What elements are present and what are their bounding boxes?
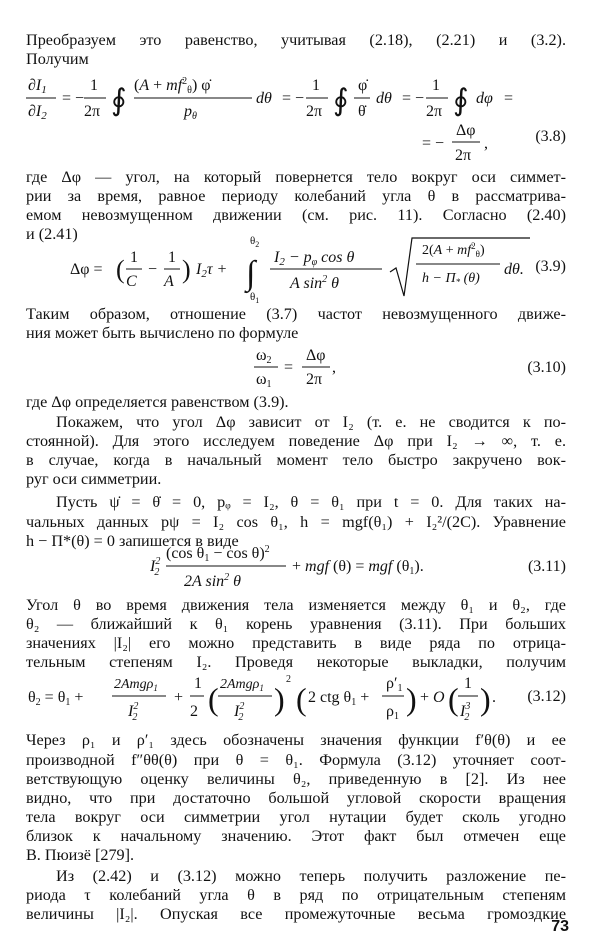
svg-text:= −: = − bbox=[282, 90, 305, 107]
equation-number: (3.10) bbox=[527, 359, 566, 376]
text-line: видно, что при достаточно большой угловой скорости вращения bbox=[26, 789, 566, 807]
text-line: стоянной). Для этого исследуем поведение Δφ при I₂ → ∞, т. е. bbox=[26, 432, 566, 450]
equation-3-10 bbox=[250, 344, 370, 392]
svg-text:θ̇: θ̇ bbox=[358, 103, 366, 120]
svg-text:C: C bbox=[126, 273, 137, 290]
text-line: в случае, когда в начальный момент тело быстро закручено вок- bbox=[26, 451, 566, 469]
text-line: величины |I₂|. Опуская все промежуточные весьма громоздкие bbox=[26, 905, 566, 923]
text-line: Получим bbox=[26, 50, 89, 68]
svg-text:2A sin2 θ: 2A $\sin^2 \theta$ bbox=[184, 572, 242, 590]
equation-number: (3.8) bbox=[535, 128, 566, 145]
text-line: ния может быть вычислено по формуле bbox=[26, 324, 299, 342]
svg-text:,: , bbox=[332, 359, 336, 376]
svg-text:1: 1 bbox=[168, 249, 176, 266]
svg-text:I22: $I^2$ 2 bbox=[128, 701, 139, 723]
svg-text:2Amgρ1: 2Amgρ$_1$ bbox=[114, 677, 158, 693]
svg-text:∮: ∮ bbox=[333, 84, 349, 117]
svg-text:= −: = − bbox=[402, 90, 425, 107]
text-line: Покажем, что угол Δφ зависит от I₂ (т. е. не сводится к по- bbox=[56, 413, 566, 431]
svg-text:2π: 2π bbox=[306, 371, 323, 388]
svg-text:I22: $I^2$ 2 bbox=[234, 701, 245, 723]
svg-text:dφ: dφ bbox=[476, 90, 493, 107]
svg-text:∮: ∮ bbox=[111, 84, 127, 117]
svg-text:∮: ∮ bbox=[453, 84, 469, 117]
text-line: Через ρ₁ и ρ′₁ здесь обозначены значения функции f′θ(θ) и ее bbox=[26, 731, 566, 749]
svg-text:φ̇: φ̇ bbox=[358, 77, 368, 94]
equation-number: (3.9) bbox=[535, 258, 566, 275]
svg-text:(A + mf2θ) φ̇: $(A + mf^2_\theta)$ φ̇ bbox=[134, 76, 211, 96]
svg-text:dθ: dθ bbox=[376, 90, 392, 107]
svg-text:ω2: ω2 bbox=[256, 347, 272, 366]
text-line: В. Пюизё [279]. bbox=[26, 846, 135, 864]
svg-text:∂I1: ∂I1 bbox=[28, 77, 47, 96]
svg-text:2: 2 bbox=[286, 674, 291, 685]
svg-text:=: = bbox=[504, 90, 514, 107]
text-line: руг оси симметрии. bbox=[26, 470, 162, 488]
svg-text:1: 1 bbox=[90, 77, 98, 94]
svg-text:=: = bbox=[284, 359, 294, 376]
svg-text:θ2: $\theta_2$ bbox=[250, 235, 260, 249]
text-line: где Δφ определяется равенством (3.9). bbox=[26, 393, 289, 411]
text-line: Преобразуем это равенство, учитывая (2.18), (2.21) и (3.2). bbox=[26, 31, 566, 49]
svg-text:= −: = − bbox=[422, 135, 445, 152]
text-line: θ₂ — ближайший к θ₁ корень уравнения (3.11). При больших bbox=[26, 615, 566, 633]
equation-3-12 bbox=[24, 668, 524, 728]
svg-text:2π: 2π bbox=[84, 103, 101, 120]
svg-text:+ mgf (θ) = mgf (θ1).: + mgf (θ) = mgf (θ1). bbox=[292, 558, 424, 577]
svg-text:I2 − pφ cos θ: I2 − pφ cos θ bbox=[274, 249, 355, 268]
svg-text:,: , bbox=[484, 135, 488, 152]
equation-number: (3.12) bbox=[527, 688, 566, 705]
text-line: Пусть ψ̇ = θ̇ = 0, pᵩ = I₂, θ = θ₁ при t = 0. Для таких на- bbox=[56, 493, 566, 511]
equation-3-9 bbox=[60, 232, 540, 304]
equation-3-11 bbox=[150, 540, 490, 594]
svg-text:I32: $I^3$ 2 bbox=[460, 701, 471, 723]
text-line: и (2.41) bbox=[26, 225, 78, 243]
svg-text:Δφ: Δφ bbox=[456, 122, 476, 139]
svg-text:Δφ =: Δφ = bbox=[70, 261, 103, 278]
svg-text:h − Π* (θ): $h - \Pi_*$ (θ) bbox=[422, 271, 480, 287]
svg-text:): ) bbox=[182, 255, 191, 284]
svg-text:1: 1 bbox=[432, 77, 440, 94]
svg-text:): ) bbox=[480, 681, 491, 717]
svg-text:2π: 2π bbox=[455, 147, 472, 162]
svg-text:A: A bbox=[164, 273, 174, 290]
text-line: близок к начальному значению. Этот факт был отмечен еще bbox=[26, 827, 566, 845]
text-line: где Δφ — угол, на который повернется тело вокруг оси симмет- bbox=[26, 168, 566, 186]
svg-text:dθ: dθ bbox=[256, 90, 272, 107]
svg-text:): ) bbox=[406, 681, 417, 717]
svg-text:): ) bbox=[274, 681, 285, 717]
svg-text:1: 1 bbox=[130, 249, 138, 266]
svg-text:.: . bbox=[492, 689, 496, 706]
svg-text:∫: ∫ bbox=[246, 255, 256, 292]
svg-text:A sin2 θ: A $\sin^2 \theta$ bbox=[290, 274, 340, 292]
svg-text:= −: = − bbox=[62, 90, 85, 107]
text-line: емом невозмущенном движении (см. рис. 11). Согласно (2.40) bbox=[26, 206, 566, 224]
svg-text:(: ( bbox=[296, 681, 307, 717]
page-number: 73 bbox=[551, 918, 569, 935]
svg-text:(: ( bbox=[208, 681, 219, 717]
text-line: h − Π*(θ) = 0 запишется в виде bbox=[26, 532, 239, 550]
svg-text:2 ctg θ1 +: 2 ctg θ1 + bbox=[308, 689, 370, 708]
svg-text:Δφ: Δφ bbox=[306, 347, 326, 364]
svg-text:I22: $I^2$ 2 bbox=[150, 556, 161, 578]
svg-text:ω1: ω1 bbox=[256, 371, 272, 390]
svg-text:+: + bbox=[174, 689, 184, 706]
svg-text:2: 2 bbox=[190, 703, 198, 720]
svg-text:ρ1: ρ1 bbox=[386, 703, 399, 722]
svg-text:2Amgρ1: 2Amgρ$_1$ bbox=[220, 677, 264, 693]
svg-text:dθ.: dθ. bbox=[504, 261, 524, 278]
svg-text:I2τ +: I2τ + bbox=[196, 261, 228, 280]
text-line: Угол θ во время движения тела изменяется между θ₁ и θ₂, где bbox=[26, 596, 566, 614]
svg-text:∂I2: ∂I2 bbox=[28, 103, 47, 122]
text-line: значениях |I₂| его можно представить в виде ряда по отрица- bbox=[26, 634, 566, 652]
text-line: ветствующую оценку величины θ₂, приведенную в [2]. Из нее bbox=[26, 770, 566, 788]
equation-3-8 bbox=[24, 70, 569, 162]
svg-text:1: 1 bbox=[194, 675, 202, 692]
text-line: риода τ колебаний угла θ в ряд по отрицательным степеням bbox=[26, 886, 566, 904]
svg-text:ρ′1: ρ′1 bbox=[386, 675, 403, 694]
equation-number: (3.11) bbox=[527, 558, 566, 575]
svg-text:+ O: + O bbox=[420, 689, 445, 706]
svg-text:1: 1 bbox=[312, 77, 320, 94]
text-line: чальных данных pψ = I₂ cos θ₁, h = mgf(θ₁) + I₂²/(2C). Уравнение bbox=[26, 513, 566, 531]
text-line: Таким образом, отношение (3.7) частот невозмущенного движе- bbox=[26, 305, 566, 323]
text-line: тельным степеням I₂. Проведя некоторые выкладки, получим bbox=[26, 653, 566, 671]
svg-text:(: ( bbox=[448, 681, 459, 717]
svg-text:2(A + mf2θ): $2(A + mf^2_\theta)$ bbox=[422, 241, 485, 259]
svg-text:−: − bbox=[148, 261, 158, 278]
svg-text:(: ( bbox=[116, 255, 125, 284]
svg-text:(cos θ1 − cos θ)2: (cos θ1 − cos θ)$^2$ bbox=[166, 544, 270, 564]
svg-text:2π: 2π bbox=[306, 103, 323, 120]
text-line: тела вокруг оси симметрии угол нутации будет сколь угодно bbox=[26, 808, 566, 826]
text-line: производной f″θθ(θ) при θ = θ₁. Формула (3.12) уточняет соот- bbox=[26, 751, 566, 769]
svg-text:2π: 2π bbox=[426, 103, 443, 120]
text-line: Из (2.42) и (3.12) можно теперь получить разложение пе- bbox=[56, 867, 566, 885]
svg-text:pθ: pθ bbox=[184, 103, 197, 122]
svg-text:θ1: $\theta_1$ bbox=[250, 291, 260, 304]
svg-text:θ2 = θ1 +: θ2 = θ1 + bbox=[28, 689, 84, 708]
text-line: рии за время, равное периоду колебаний угла θ в рассматрива- bbox=[26, 187, 566, 205]
svg-text:1: 1 bbox=[464, 675, 472, 692]
